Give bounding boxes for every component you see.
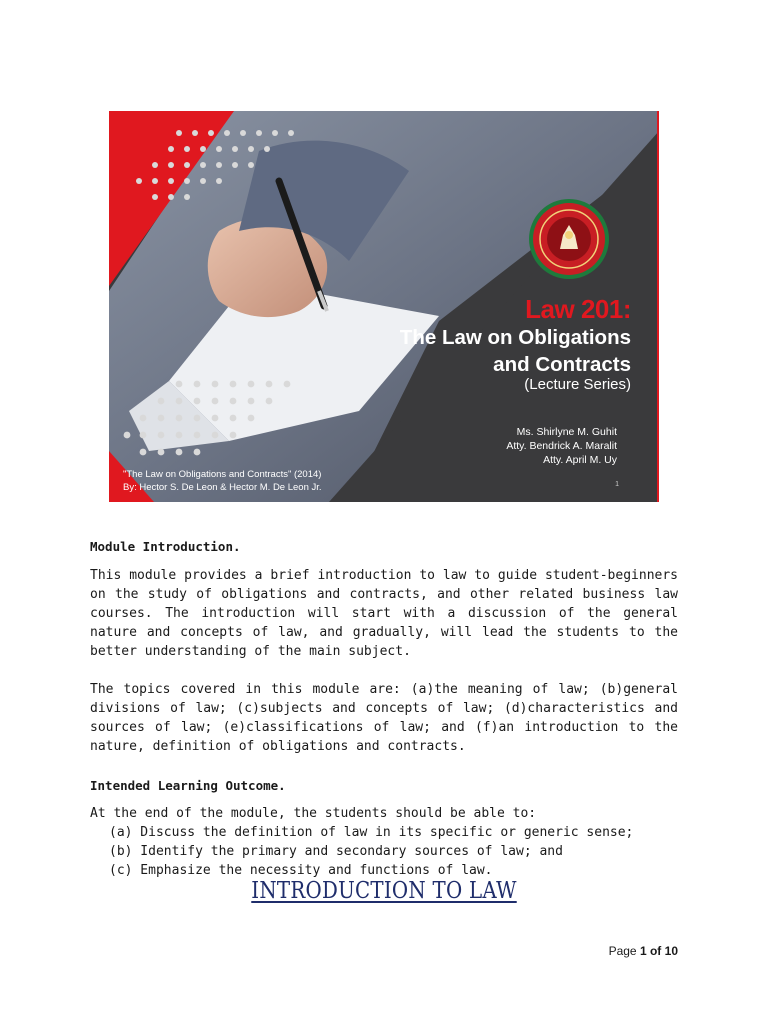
cover-slide-image	[109, 111, 659, 502]
module-introduction-paragraph: This module provides a brief introduction to law to guide student-beginners on the study of obligations and contracts, and other related business law courses. The introduction will start with a discussion of the general nature and concepts of law, and gradually, will lead the students to the better understanding of the main subject.	[90, 568, 678, 659]
course-subtitle: (Lecture Series)	[524, 376, 631, 393]
of-word: of	[649, 944, 662, 958]
citation-title: "The Law on Obligations and Contracts" (2014)	[123, 469, 322, 480]
slide-number: 1	[615, 481, 619, 488]
section-title: INTRODUCTION TO LAW	[251, 878, 517, 904]
topics-paragraph: The topics covered in this module are: (a)the meaning of law; (b)general divisions of law; (c)subjects and concepts of law; (d)characteristics and sources of law; (e)classifications of law; and (f)an introduction to the nature, definition of obligations and contracts.	[90, 682, 678, 754]
university-seal-icon	[529, 199, 609, 279]
learning-outcome-section	[90, 804, 678, 880]
textbook-citation	[123, 468, 322, 494]
total-pages: 10	[664, 944, 678, 958]
course-title: The Law on Obligations and Contracts	[399, 326, 631, 376]
instructor-list	[506, 425, 617, 467]
page-number	[609, 944, 678, 958]
instructor-name: Atty. Bendrick A. Maralit	[506, 440, 617, 452]
instructor-name: Atty. April M. Uy	[543, 454, 617, 466]
list-item: (c) Emphasize the necessity and functions of law.	[109, 863, 493, 878]
course-code: Law 201:	[525, 294, 631, 324]
list-item: (a) Discuss the definition of law in its specific or generic sense;	[109, 825, 634, 840]
page-word: Page	[608, 944, 637, 958]
list-item: (b) Identify the primary and secondary sources of law; and	[109, 844, 563, 859]
current-page: 1	[639, 944, 647, 958]
citation-authors: By: Hector S. De Leon & Hector M. De Leon Jr.	[123, 482, 322, 493]
learning-outcome-list	[90, 823, 678, 880]
learning-outcome-heading: Intended Learning Outcome.	[90, 778, 286, 793]
learning-outcome-lead: At the end of the module, the students should be able to:	[90, 806, 537, 821]
module-introduction-heading: Module Introduction.	[90, 539, 241, 554]
instructor-name: Ms. Shirlyne M. Guhit	[516, 426, 617, 438]
